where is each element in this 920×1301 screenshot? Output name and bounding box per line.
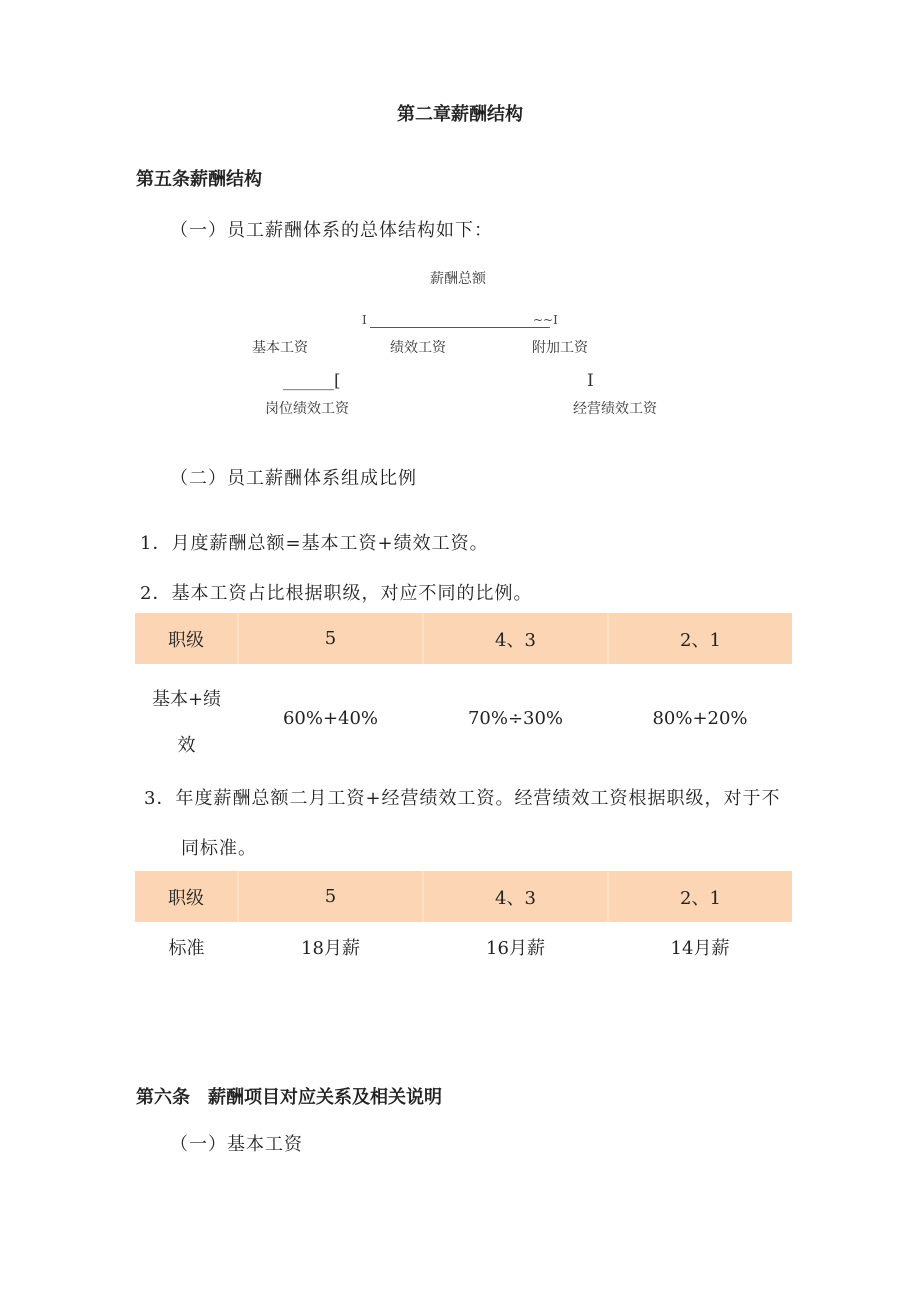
section-2-heading: （二）员工薪酬体系组成比例	[170, 468, 417, 489]
diagram-connector-line	[370, 327, 550, 328]
article-6-title: 第六条 薪酬项目对应关系及相关说明	[136, 1087, 442, 1108]
section-1-heading: （一）员工薪酬体系的总体结构如下：	[170, 220, 493, 241]
diagram-performance-salary: 绩效工资	[390, 340, 446, 356]
table-header-cell: 4、3	[423, 613, 608, 664]
diagram-position-performance-salary: 岗位绩效工资	[265, 401, 349, 417]
table-header-row	[135, 613, 792, 664]
point-3-line-2: 同标准。	[181, 838, 257, 859]
table-header-cell: 2、1	[608, 613, 792, 664]
table-row-label	[135, 664, 238, 772]
ratio-table	[135, 613, 792, 772]
article-6-section-1-heading: （一）基本工资	[170, 1134, 303, 1155]
diagram-total-salary: 薪酬总额	[430, 271, 486, 287]
row-label-line-2: 效	[177, 735, 196, 756]
table-cell: 18月薪	[301, 938, 360, 959]
diagram-additional-salary: 附加工资	[532, 340, 588, 356]
table-cell: 16月薪	[486, 938, 545, 959]
table-header-cell: 2、1	[608, 871, 792, 922]
table-header-cell: 5	[238, 613, 423, 664]
diagram-business-performance-salary: 经营绩效工资	[573, 401, 657, 417]
chapter-title: 第二章薪酬结构	[397, 104, 523, 125]
table-cell: 60%+40%	[282, 707, 379, 729]
article-5-title: 第五条薪酬结构	[136, 169, 262, 190]
point-1: 1．月度薪酬总额=基本工资+绩效工资。	[140, 533, 489, 554]
table-cell: 14月薪	[670, 938, 730, 959]
diagram-basic-salary: 基本工资	[252, 340, 308, 356]
diagram-bar-glyph: I	[587, 371, 594, 391]
table-row	[135, 922, 792, 972]
point-2: 2．基本工资占比根据职级，对应不同的比例。	[140, 583, 533, 604]
table-row	[135, 664, 792, 772]
table-cell: 70%÷30%	[467, 707, 564, 729]
table-row-label: 标准	[168, 938, 205, 959]
standard-table	[135, 871, 792, 972]
row-label-line-1: 基本+绩	[151, 689, 222, 710]
point-3-line-1: 3．年度薪酬总额二月工资+经营绩效工资。经营绩效工资根据职级，对于不	[144, 788, 781, 809]
table-header-row	[135, 871, 792, 922]
diagram-glyph-right: ~~I	[533, 313, 558, 327]
table-header-cell: 4、3	[423, 871, 608, 922]
diagram-bracket-glyph: ______[	[283, 371, 341, 391]
table-header-cell: 职级	[135, 613, 238, 664]
table-header-cell: 职级	[135, 871, 238, 922]
diagram-glyph-left: I	[362, 313, 367, 327]
table-header-cell: 5	[238, 871, 423, 922]
table-cell: 80%+20%	[652, 707, 748, 729]
